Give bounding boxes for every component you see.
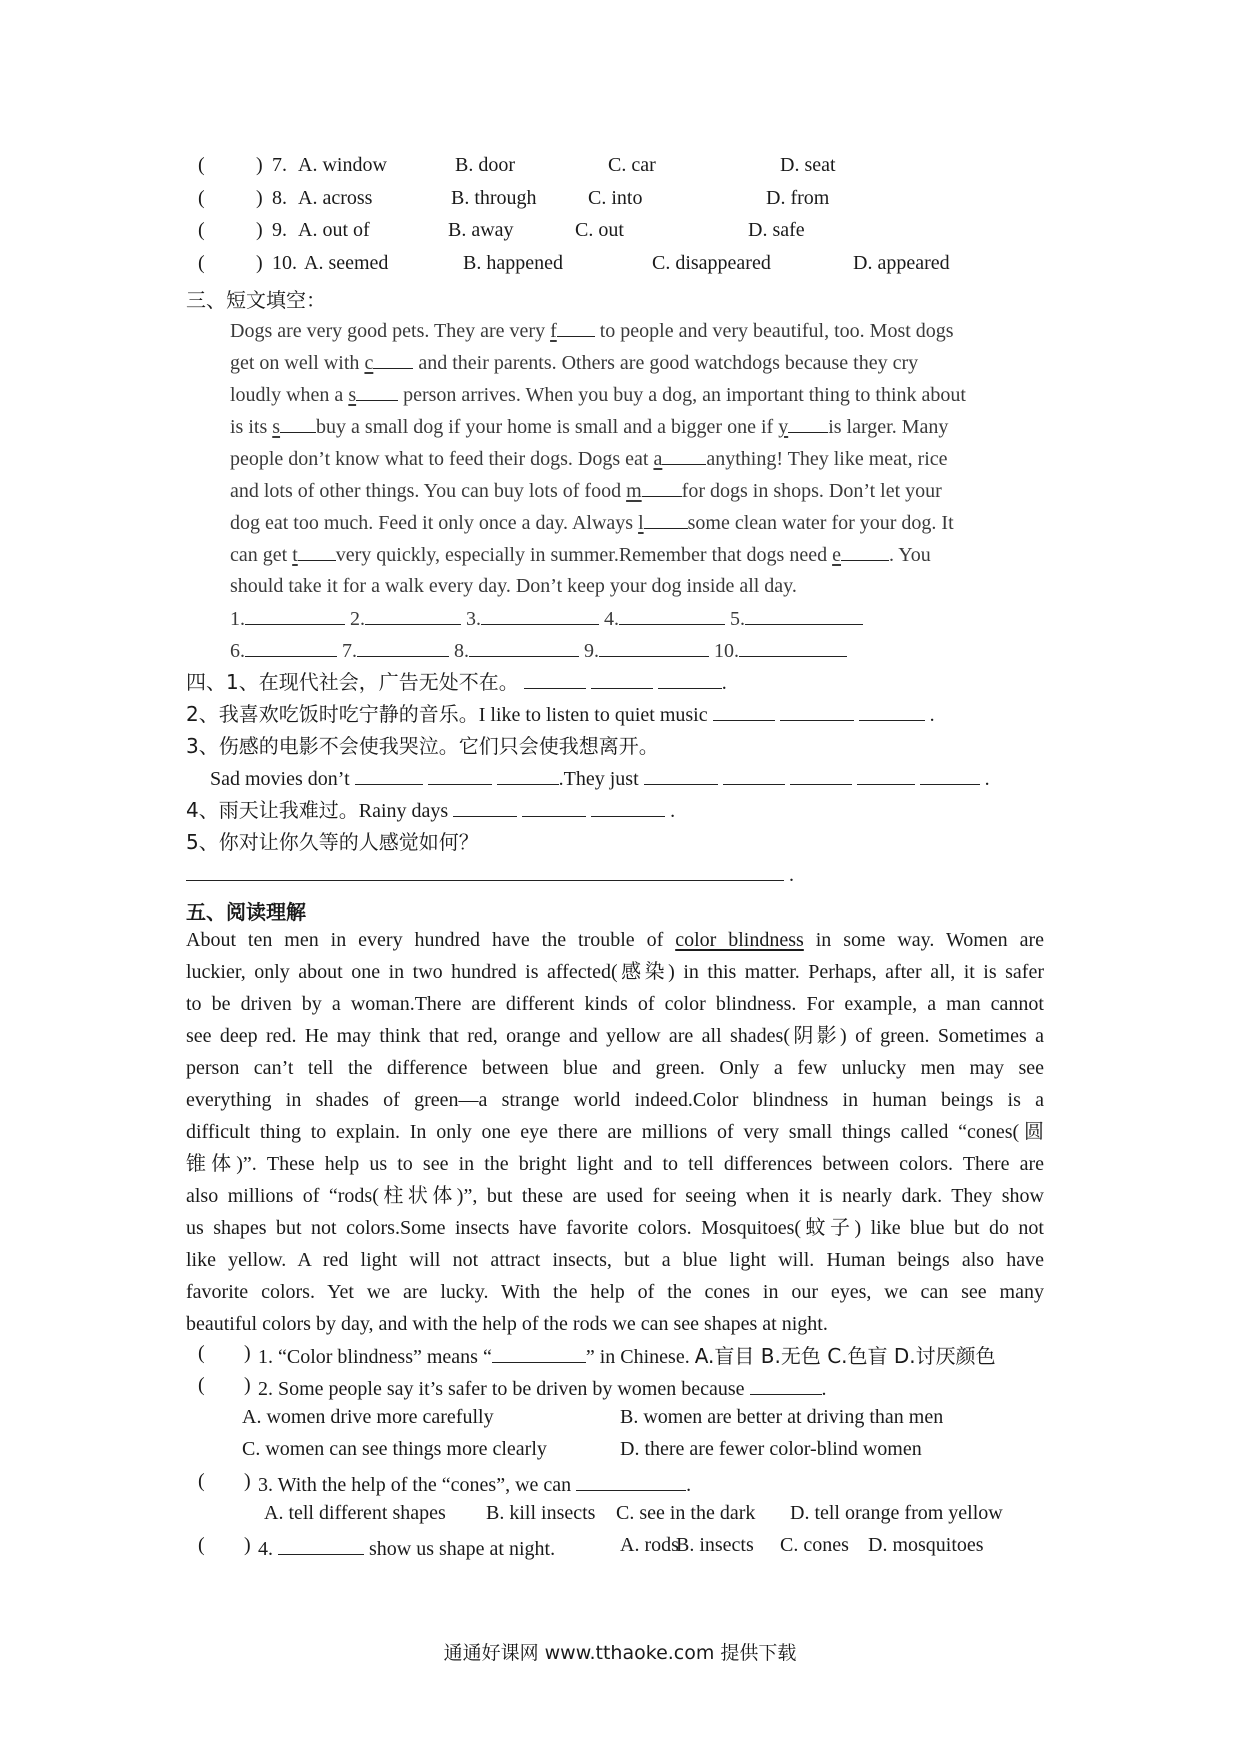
translation-q5-answer: [186, 860, 794, 888]
option-a: A. women drive more carefully: [242, 1406, 494, 1428]
question-text: show us shape at night.: [369, 1538, 556, 1560]
text: person arrives. When you buy a dog, an important thing to think about: [398, 384, 966, 406]
text: and lots of other things. You can buy lots of food: [230, 480, 627, 502]
fill-blank[interactable]: [356, 380, 398, 401]
passage-line: [186, 926, 1044, 954]
fill-blank[interactable]: [642, 476, 682, 497]
answer-blank[interactable]: [428, 764, 492, 785]
fill-blank[interactable]: [841, 540, 889, 561]
question-text: I like to listen to quiet music: [478, 704, 708, 726]
option-d: D. appeared: [853, 252, 950, 274]
paren-close: ): [256, 219, 263, 241]
answer-number: 1.: [230, 608, 245, 630]
paren-close: ): [256, 252, 263, 274]
passage-line: 锥体)”. These help us to see in the bright light and to tell differences between colors. There are: [186, 1153, 1044, 1175]
answer-blank[interactable]: [524, 668, 586, 689]
text: is its: [230, 416, 273, 438]
cloze-line: [230, 380, 966, 408]
blank-hint: s: [272, 416, 281, 438]
question-text: 2、我喜欢吃饭时吃宁静的音乐。: [186, 702, 479, 726]
answer-blank[interactable]: [576, 1470, 686, 1491]
passage-line: see deep red. He may think that red, orange and yellow are all shades(阴影) of green. Sometimes a: [186, 1025, 1044, 1047]
answer-number: 7.: [342, 640, 357, 662]
paren-close: ): [256, 187, 263, 209]
option-d: D. tell orange from yellow: [790, 1502, 1003, 1524]
text: and their parents. Others are good watchdogs because they cry: [413, 352, 919, 374]
answer-blank[interactable]: [469, 636, 579, 657]
period: .: [984, 768, 990, 790]
option-b: B. happened: [463, 252, 563, 274]
blank-hint: e: [832, 544, 841, 566]
text: should take it for a walk every day. Don’t keep your dog inside all day.: [230, 575, 797, 597]
passage-line: beautiful colors by day, and with the help of the rods we can see shapes at night.: [186, 1313, 828, 1335]
paren-open: (: [198, 252, 205, 274]
option-c: C. women can see things more clearly: [242, 1438, 547, 1460]
blank-hint: l: [638, 512, 644, 534]
option-c: C. into: [588, 187, 643, 209]
reading-q4: [258, 1534, 555, 1562]
period: .: [721, 672, 727, 694]
question-text: 3. With the help of the “cones”, we can: [258, 1474, 572, 1496]
fill-blank[interactable]: [373, 348, 413, 369]
option-c: C. out: [575, 219, 624, 241]
cloze-line: [230, 444, 948, 472]
option-d: D. seat: [780, 154, 836, 176]
answer-blank[interactable]: [723, 764, 785, 785]
passage-line: person can’t tell the difference between blue and green. Only a few unlucky men may see: [186, 1057, 1044, 1079]
paren-close: ): [244, 1342, 251, 1364]
translation-q5: [186, 828, 479, 856]
text: . You: [889, 544, 931, 566]
cloze-line: [230, 540, 931, 568]
question-number: 9.: [272, 219, 287, 241]
answer-blank[interactable]: [619, 604, 725, 625]
answer-blank[interactable]: [245, 604, 345, 625]
answer-row: [230, 604, 863, 632]
answer-blank[interactable]: [713, 700, 775, 721]
passage-line: difficult thing to explain. In only one eye there are millions of very small things called “cones(圆: [186, 1121, 1044, 1143]
option-d: D. from: [766, 187, 830, 209]
cloze-line: [230, 572, 797, 600]
text: can get: [230, 544, 293, 566]
underlined-term: color blindness: [675, 929, 804, 951]
option-d: D. safe: [748, 219, 805, 241]
question-number: 4.: [258, 1538, 273, 1560]
fill-blank[interactable]: [644, 508, 688, 529]
question-number: 8.: [272, 187, 287, 209]
option-b: B. kill insects: [486, 1502, 596, 1524]
text: Dogs are very good pets. They are very: [230, 320, 551, 342]
option-a: A. seemed: [304, 252, 389, 274]
text: buy a small dog if your home is small and a bigger one if: [316, 416, 779, 438]
question-text: .They just: [558, 768, 639, 790]
passage-line: like yellow. A red light will not attract insects, but a blue light will. Human beings also have: [186, 1249, 1044, 1271]
answer-blank[interactable]: [357, 636, 449, 657]
answer-blank[interactable]: [278, 1534, 364, 1555]
text: dog eat too much. Feed it only once a day. Always: [230, 512, 639, 534]
answer-blank[interactable]: [355, 764, 423, 785]
passage-line: everything in shades of green—a strange world indeed.Color blindness in human beings is a: [186, 1089, 1044, 1111]
answer-number: 5.: [730, 608, 745, 630]
answer-blank[interactable]: [453, 796, 517, 817]
answer-blank[interactable]: [859, 700, 925, 721]
question-text: Sad movies don’t: [210, 768, 350, 790]
answer-blank[interactable]: [591, 796, 665, 817]
answer-blank[interactable]: [497, 764, 559, 785]
text: for dogs in shops. Don’t let your: [681, 480, 942, 502]
reading-q3: 3. With the help of the “cones”, we can .: [258, 1470, 691, 1498]
text: About ten men in every hundred have the trouble of: [186, 929, 676, 951]
passage-line: also millions of “rods(柱状体)”, but these are used for seeing when it is nearly dark. They show: [186, 1185, 1044, 1207]
paren-open: (: [198, 187, 205, 209]
option-b: B. through: [451, 187, 537, 209]
fill-blank[interactable]: [557, 316, 595, 337]
answer-number: 9.: [584, 640, 599, 662]
option-b: B. insects: [676, 1534, 754, 1556]
option-c: C. cones: [780, 1534, 849, 1556]
question-text: 2. Some people say it’s safer to be driven by women because: [258, 1378, 745, 1400]
option-d: D. there are fewer color-blind women: [620, 1438, 922, 1460]
period: .: [789, 864, 794, 886]
answer-blank[interactable]: [591, 668, 653, 689]
options: A.盲目 B.无色 C.色盲 D.讨厌颜色: [694, 1344, 996, 1368]
paren-open: (: [198, 154, 205, 176]
answer-blank[interactable]: [745, 604, 863, 625]
translation-q2: [186, 700, 935, 728]
blank-hint: a: [653, 448, 663, 470]
passage-line: favorite colors. Yet we are lucky. With the help of the cones in our eyes, we can see many: [186, 1281, 1044, 1303]
question-text: 3、伤感的电影不会使我哭泣。它们只会使我想离开。: [186, 734, 659, 758]
cloze-line: [230, 316, 954, 344]
answer-blank[interactable]: [492, 1342, 586, 1363]
option-a: A. out of: [298, 219, 370, 241]
option-d: D. mosquitoes: [868, 1534, 984, 1556]
passage-line: us shapes but not colors.Some insects have favorite colors. Mosquitoes(蚊子) like blue but do not: [186, 1217, 1044, 1239]
reading-q1: [258, 1342, 996, 1370]
blank-hint: s: [348, 384, 357, 406]
option-b: B. door: [455, 154, 515, 176]
answer-number: 8.: [454, 640, 469, 662]
text: anything! They like meat, rice: [706, 448, 948, 470]
paren-close: ): [244, 1534, 251, 1556]
answer-blank[interactable]: [780, 700, 854, 721]
blank-hint: m: [626, 480, 642, 502]
option-a: A. across: [298, 187, 373, 209]
cloze-heading: 三、短文填空：: [186, 288, 326, 312]
answer-blank[interactable]: [920, 764, 980, 785]
translation-q3-zh: [186, 732, 659, 760]
answer-blank[interactable]: [245, 636, 337, 657]
option-c: C. see in the dark: [616, 1502, 756, 1524]
answer-blank[interactable]: [658, 668, 722, 689]
text: people don’t know what to feed their dogs. Dogs eat: [230, 448, 654, 470]
period: .: [929, 704, 935, 726]
text: in some way. Women are: [803, 929, 1045, 951]
paren-close: ): [244, 1374, 251, 1396]
text: very quickly, especially in summer.Remember that dogs need: [335, 544, 833, 566]
option-a: A. window: [298, 154, 387, 176]
translation-q1: [186, 668, 727, 696]
period: .: [670, 800, 676, 822]
answer-blank[interactable]: [365, 604, 461, 625]
cloze-line: [230, 348, 918, 376]
paren-open: (: [198, 1470, 205, 1492]
option-c: C. car: [608, 154, 656, 176]
fill-blank[interactable]: [662, 444, 706, 465]
blank-hint: t: [292, 544, 298, 566]
blank-hint: f: [550, 320, 557, 342]
page-footer: 通通好课网 www.tthaoke.com 提供下载: [443, 1642, 797, 1664]
question-number: 10.: [272, 252, 297, 274]
paren-close: ): [244, 1470, 251, 1492]
question-text: 1. “Color blindness” means “: [258, 1346, 492, 1368]
answer-blank[interactable]: [790, 764, 852, 785]
paren-open: (: [198, 1374, 205, 1396]
blank-hint: c: [364, 352, 374, 374]
option-c: C. disappeared: [652, 252, 771, 274]
cloze-line: [230, 476, 942, 504]
option-a: A. tell different shapes: [264, 1502, 446, 1524]
fill-blank[interactable]: [788, 412, 828, 433]
answer-number: 10.: [714, 640, 739, 662]
passage-line: to be driven by a woman.There are different kinds of color blindness. For example, a man cannot: [186, 993, 1044, 1015]
paren-open: (: [198, 1342, 205, 1364]
cloze-line: [230, 508, 954, 536]
question-text: 四、1、在现代社会，广告无处不在。: [186, 670, 519, 694]
question-text: Rainy days: [358, 800, 449, 822]
paren-close: ): [256, 154, 263, 176]
paren-open: (: [198, 219, 205, 241]
reading-q2: 2. Some people say it’s safer to be driven by women because .: [258, 1374, 827, 1402]
answer-number: 6.: [230, 640, 245, 662]
answer-row: [230, 636, 847, 664]
answer-blank[interactable]: [186, 860, 784, 881]
fill-blank[interactable]: [298, 540, 336, 561]
translation-q3-en: [210, 764, 990, 792]
option-b: B. women are better at driving than men: [620, 1406, 944, 1428]
text: some clean water for your dog. It: [687, 512, 954, 534]
cloze-line: [230, 412, 948, 440]
passage-line: luckier, only about one in two hundred is affected(感染) in this matter. Perhaps, after all, it is safer: [186, 961, 1044, 983]
text: to people and very beautiful, too. Most dogs: [594, 320, 954, 342]
answer-blank[interactable]: [857, 764, 915, 785]
answer-number: 3.: [466, 608, 481, 630]
answer-blank[interactable]: [750, 1374, 822, 1395]
answer-blank[interactable]: [739, 636, 847, 657]
text: is larger. Many: [828, 416, 949, 438]
translation-q4: [186, 796, 675, 824]
text: loudly when a: [230, 384, 349, 406]
blank-hint: y: [778, 416, 789, 438]
question-text: ” in Chinese.: [585, 1346, 690, 1368]
option-a: A. rods: [620, 1534, 679, 1556]
answer-blank[interactable]: [522, 796, 586, 817]
question-number: 7.: [272, 154, 287, 176]
paren-open: (: [198, 1534, 205, 1556]
question-text: 5、你对让你久等的人感觉如何？: [186, 830, 479, 854]
answer-blank[interactable]: [599, 636, 709, 657]
answer-number: 4.: [604, 608, 619, 630]
answer-blank[interactable]: [481, 604, 599, 625]
question-text: 4、雨天让我难过。: [186, 798, 359, 822]
fill-blank[interactable]: [280, 412, 316, 433]
answer-number: 2.: [350, 608, 365, 630]
text: get on well with: [230, 352, 365, 374]
reading-heading: 五、阅读理解: [186, 900, 306, 924]
answer-blank[interactable]: [644, 764, 718, 785]
option-b: B. away: [448, 219, 514, 241]
